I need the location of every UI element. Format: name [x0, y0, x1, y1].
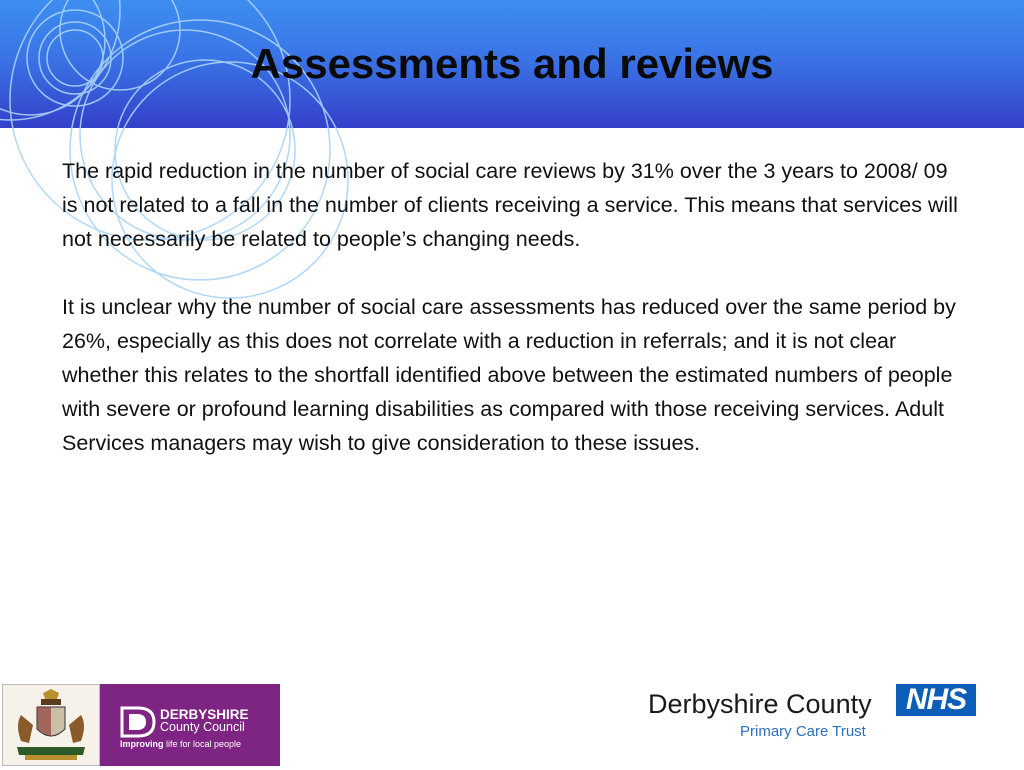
council-tagline-rest: life for local people: [163, 739, 242, 749]
council-tagline-bold: Improving: [120, 739, 164, 749]
nhs-primary-care-trust-logo: [648, 684, 976, 744]
paragraph-reviews: The rapid reduction in the number of social care reviews by 31% over the 3 years to 2008/ 09 is not related to a fall in the number of clients receiving a service. This means that services will not necessarily be related to people’s changing needs.: [62, 159, 958, 251]
paragraph-assessments: It is unclear why the number of social care assessments has reduced over the same period by 26%, especially as this does not correlate with a reduction in referrals; and it is not clear whether this relates to the shortfall identified above between the estimated numbers of people with severe or profound learning disabilities as compared with those receiving services. Adult Services managers may wish to give consideration to these issues.: [62, 295, 956, 455]
page-title: Assessments and reviews: [250, 40, 774, 87]
council-tagline: [120, 739, 241, 749]
derbyshire-county-council-logo: [2, 684, 280, 766]
council-name: DERBYSHIRE: [160, 707, 249, 722]
pct-name: Derbyshire County: [648, 689, 872, 719]
pct-subtitle: Primary Care Trust: [740, 723, 866, 740]
crest-icon: [3, 685, 99, 765]
nhs-logo: NHS: [896, 684, 976, 716]
coat-of-arms-crest: [2, 684, 100, 766]
council-d-logo-icon: [120, 706, 156, 738]
council-subname: County Council: [160, 720, 245, 734]
council-branding-panel: [100, 684, 280, 766]
slide-body: [62, 154, 962, 494]
